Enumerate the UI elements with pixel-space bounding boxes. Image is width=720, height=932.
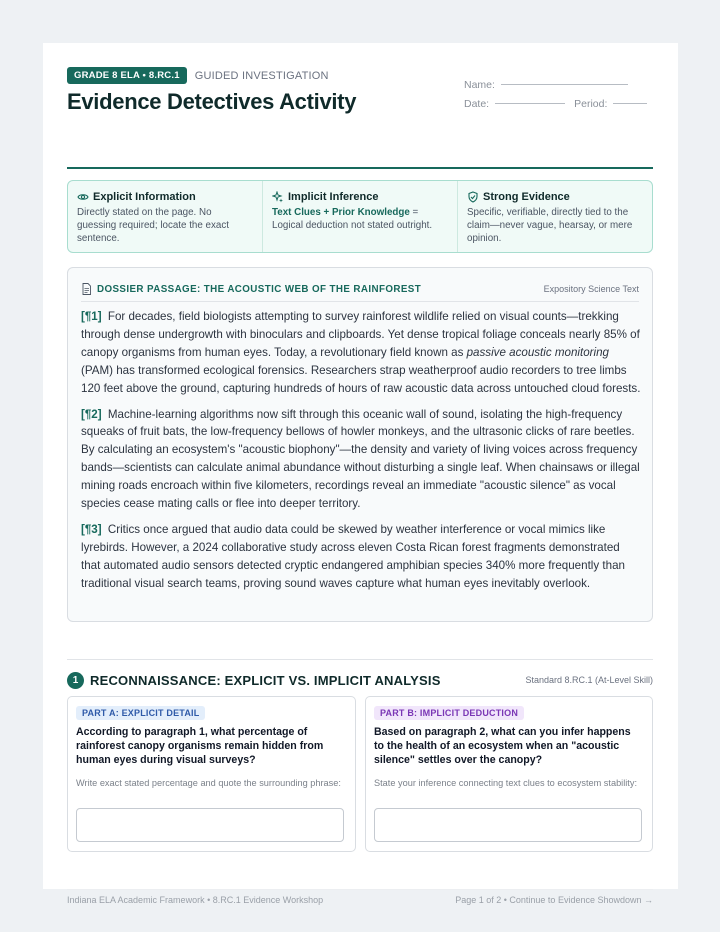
concept-cards [67, 180, 653, 253]
sparkle-icon [272, 191, 284, 203]
question-text: According to paragraph 1, what percentage of rainforest canopy organisms remain hidden from human eyes during visual surveys? [76, 726, 324, 766]
footer-left: Indiana ELA Academic Framework • 8.RC.1 Evidence Workshop [67, 895, 324, 905]
formula-text: Text Clues + Prior Knowledge [272, 207, 410, 218]
dossier-divider [81, 301, 639, 302]
paragraph-text: Critics once argued that audio data could be skewed by weather interference or vocal mimics like lyrebirds. However, a 2024 collaborative study across eleven Costa Rican forest fragments demonstrated that automated audio sensors detected cryptic endangered amphibian species 340% more frequently than traditional visual search teams, proving sound waves capture what human eyes inevitably overlook. [81, 522, 625, 590]
dossier-title: DOSSIER PASSAGE: THE ACOUSTIC WEB OF THE RAINFOREST [97, 283, 422, 295]
paragraph-1 [81, 308, 641, 398]
question-part-a [67, 696, 356, 852]
part-b-tag: PART B: IMPLICIT DEDUCTION [374, 706, 524, 720]
period-field[interactable] [613, 103, 647, 104]
eye-icon [77, 191, 89, 203]
paragraph-text: (PAM) has transformed ecological forensics. Researchers strap weatherproof audio recorders to tree limbs 120 feet above the ground, capturing hundreds of hours of raw acoustic data across untouched cloud forests. [81, 363, 641, 395]
header [67, 67, 653, 167]
date-field[interactable] [495, 103, 565, 104]
formula-result: Logical deduction not stated outright. [272, 220, 433, 231]
answer-hint: State your inference connecting text clues to ecosystem stability: [374, 778, 637, 788]
card-body [272, 206, 448, 232]
paragraph-number: [¶1] [81, 310, 102, 323]
shield-check-icon [467, 191, 479, 203]
dossier-passage [67, 267, 653, 622]
card-explicit [68, 181, 262, 252]
answer-box-b[interactable] [374, 808, 642, 842]
text-type-label: Expository Science Text [543, 284, 639, 294]
answer-hint: Write exact stated percentage and quote the surrounding phrase: [76, 778, 341, 788]
footer-page-info: Page 1 of 2 • Continue to Evidence Showdown → [455, 895, 653, 905]
card-title: Strong Evidence [483, 190, 570, 203]
name-label: Name: [464, 78, 495, 91]
footer [67, 895, 653, 905]
question-text: Based on paragraph 2, what can you infer happens to the health of an ecosystem when an "acoustic silence" settles over the canopy? [374, 726, 631, 766]
paragraph-2 [81, 406, 641, 513]
date-label: Date: [464, 97, 490, 110]
section-header [67, 671, 653, 689]
part-a-tag: PART A: EXPLICIT DETAIL [76, 706, 205, 720]
grade-badge: GRADE 8 ELA • 8.RC.1 [67, 67, 187, 84]
paragraph-3 [81, 521, 641, 593]
section-number: 1 [67, 672, 84, 689]
paragraph-text: For decades, field biologists attempting to survey rainforest wildlife relied on visual counts—trekking through dense undergrowth with binoculars and clipboards. Yet dense tropical foliage conceals nearly 85% of canopy organisms from human eyes. Today, a revolutionary field known as [81, 310, 640, 359]
card-title: Implicit Inference [288, 190, 379, 203]
header-kicker: GUIDED INVESTIGATION [194, 69, 329, 82]
standard-label: Standard 8.RC.1 (At-Level Skill) [525, 675, 653, 685]
paragraph-number: [¶3] [81, 522, 102, 536]
paragraph-text: Machine-learning algorithms now sift through this oceanic wall of sound, isolating the high-frequency squeaks of fruit bats, the low-frequency bellows of howler monkeys, and the ultrasonic clicks of rare beetles. By calculating an ecosystem's "acoustic biophony"—the density and variety of living voices across frequency bands—scientists can calculate animal abundance without disturbing a single leaf. When chainsaws or illegal mining roads encroach within five kilometers, recordings reveal an immediate "acoustic silence" as vocal species cease mating calls or flee into deeper territory. [81, 407, 640, 511]
header-divider [67, 167, 653, 169]
card-body: Directly stated on the page. No guessing required; locate the exact sentence. [77, 207, 229, 244]
card-title: Explicit Information [93, 190, 196, 203]
page-title: Evidence Detectives Activity [67, 89, 357, 114]
card-body: Specific, verifiable, directly tied to the claim—never vague, hearsay, or mere opinion. [467, 207, 633, 244]
worksheet-page [43, 43, 678, 905]
card-strong [457, 181, 652, 252]
card-implicit [262, 181, 457, 252]
equals-sign: = [409, 207, 419, 218]
name-field[interactable] [501, 84, 628, 85]
section-title: RECONNAISSANCE: EXPLICIT VS. IMPLICIT ANALYSIS [90, 672, 441, 688]
period-label: Period: [574, 97, 608, 110]
answer-box-a[interactable] [76, 808, 344, 842]
section-divider [67, 659, 653, 660]
document-icon [81, 283, 92, 295]
footer-divider [67, 889, 653, 890]
emphasis-term: passive acoustic monitoring [466, 345, 610, 359]
student-fields [464, 75, 654, 113]
paragraph-number: [¶2] [81, 407, 102, 421]
question-part-b [365, 696, 653, 852]
